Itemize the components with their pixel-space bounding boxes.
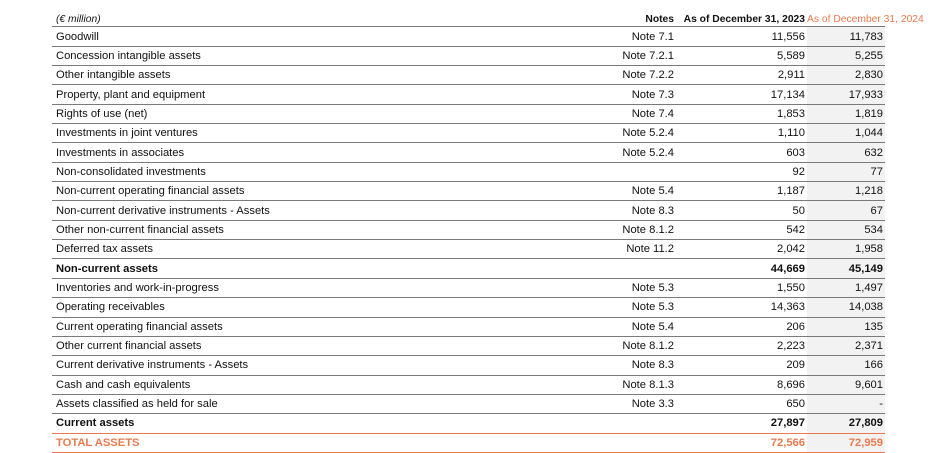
row-note: Note 8.1.3 bbox=[510, 375, 676, 394]
row-note: Note 5.4 bbox=[510, 182, 676, 201]
row-note: Note 8.1.2 bbox=[510, 336, 676, 355]
row-note: Note 11.2 bbox=[510, 240, 676, 259]
row-value-2024: 67 bbox=[807, 201, 885, 220]
row-value-2024: 166 bbox=[807, 356, 885, 375]
row-note bbox=[510, 162, 676, 181]
table-row bbox=[52, 162, 885, 181]
table-row bbox=[52, 278, 885, 297]
row-value-2023: 17,134 bbox=[676, 85, 807, 104]
row-note: Note 8.3 bbox=[510, 201, 676, 220]
row-note: Note 7.1 bbox=[510, 27, 676, 46]
table-row bbox=[52, 375, 885, 394]
table-row bbox=[52, 143, 885, 162]
table-row bbox=[52, 46, 885, 65]
row-value-2023: 27,897 bbox=[676, 414, 807, 433]
row-value-2023: 542 bbox=[676, 220, 807, 239]
row-value-2024: - bbox=[807, 394, 885, 413]
row-value-2023: 92 bbox=[676, 162, 807, 181]
row-note bbox=[510, 433, 676, 452]
col-2024-header: As of December 31, 2024 bbox=[807, 14, 924, 26]
row-label: Non-current operating financial assets bbox=[52, 182, 510, 201]
row-value-2024: 17,933 bbox=[807, 85, 885, 104]
table-row bbox=[52, 356, 885, 375]
header-row bbox=[52, 7, 885, 27]
row-value-2024: 1,497 bbox=[807, 278, 885, 297]
row-note: Note 3.3 bbox=[510, 394, 676, 413]
row-value-2024: 1,958 bbox=[807, 240, 885, 259]
row-label: Concession intangible assets bbox=[52, 46, 510, 65]
table-body bbox=[52, 27, 885, 453]
row-value-2023: 603 bbox=[676, 143, 807, 162]
row-value-2024: 5,255 bbox=[807, 46, 885, 65]
row-label: Rights of use (net) bbox=[52, 104, 510, 123]
assets-table bbox=[52, 7, 924, 453]
row-note: Note 5.3 bbox=[510, 298, 676, 317]
row-note bbox=[510, 259, 676, 278]
row-value-2023: 11,556 bbox=[676, 27, 807, 46]
table-row bbox=[52, 394, 885, 413]
row-label: Current assets bbox=[52, 414, 510, 433]
col-2023-header: As of December 31, 2023 bbox=[683, 14, 805, 26]
table-row bbox=[52, 240, 885, 259]
table-row bbox=[52, 336, 885, 355]
table-row bbox=[52, 220, 885, 239]
table-row bbox=[52, 298, 885, 317]
row-value-2024: 1,819 bbox=[807, 104, 885, 123]
row-label: Non-current assets bbox=[52, 259, 510, 278]
row-value-2023: 650 bbox=[676, 394, 807, 413]
row-value-2024: 1,218 bbox=[807, 182, 885, 201]
row-label: Investments in associates bbox=[52, 143, 510, 162]
row-value-2024: 45,149 bbox=[807, 259, 885, 278]
row-note: Note 7.2.2 bbox=[510, 66, 676, 85]
table-row bbox=[52, 124, 885, 143]
table-row bbox=[52, 104, 885, 123]
row-note: Note 5.2.4 bbox=[510, 143, 676, 162]
table-row bbox=[52, 27, 885, 46]
row-value-2023: 209 bbox=[676, 356, 807, 375]
row-value-2024: 534 bbox=[807, 220, 885, 239]
row-label: Other intangible assets bbox=[52, 66, 510, 85]
row-value-2024: 11,783 bbox=[807, 27, 885, 46]
row-value-2024: 2,830 bbox=[807, 66, 885, 85]
row-note bbox=[510, 414, 676, 433]
total-row bbox=[52, 433, 885, 452]
row-note: Note 8.1.2 bbox=[510, 220, 676, 239]
row-value-2023: 2,223 bbox=[676, 336, 807, 355]
row-label: Investments in joint ventures bbox=[52, 124, 510, 143]
row-label: TOTAL ASSETS bbox=[52, 433, 510, 452]
row-value-2023: 1,187 bbox=[676, 182, 807, 201]
row-label: Non-current derivative instruments - Assets bbox=[52, 201, 510, 220]
table-row bbox=[52, 317, 885, 336]
row-value-2023: 1,110 bbox=[676, 124, 807, 143]
row-value-2023: 8,696 bbox=[676, 375, 807, 394]
row-value-2023: 2,042 bbox=[676, 240, 807, 259]
row-label: Current derivative instruments - Assets bbox=[52, 356, 510, 375]
row-label: Property, plant and equipment bbox=[52, 85, 510, 104]
table-row bbox=[52, 201, 885, 220]
row-value-2024: 14,038 bbox=[807, 298, 885, 317]
row-note: Note 7.4 bbox=[510, 104, 676, 123]
table-row bbox=[52, 182, 885, 201]
row-value-2024: 632 bbox=[807, 143, 885, 162]
row-value-2023: 5,589 bbox=[676, 46, 807, 65]
unit-label: (€ million) bbox=[56, 14, 101, 26]
row-value-2024: 77 bbox=[807, 162, 885, 181]
row-value-2023: 50 bbox=[676, 201, 807, 220]
row-label: Assets classified as held for sale bbox=[52, 394, 510, 413]
row-note: Note 8.3 bbox=[510, 356, 676, 375]
row-value-2024: 27,809 bbox=[807, 414, 885, 433]
row-value-2023: 206 bbox=[676, 317, 807, 336]
row-value-2023: 44,669 bbox=[676, 259, 807, 278]
subtotal-row bbox=[52, 259, 885, 278]
row-note: Note 5.3 bbox=[510, 278, 676, 297]
notes-header: Notes bbox=[645, 14, 674, 26]
row-label: Other current financial assets bbox=[52, 336, 510, 355]
row-label: Cash and cash equivalents bbox=[52, 375, 510, 394]
table-row bbox=[52, 85, 885, 104]
row-value-2023: 14,363 bbox=[676, 298, 807, 317]
row-label: Deferred tax assets bbox=[52, 240, 510, 259]
row-value-2023: 2,911 bbox=[676, 66, 807, 85]
row-value-2023: 1,853 bbox=[676, 104, 807, 123]
row-label: Non-consolidated investments bbox=[52, 162, 510, 181]
row-note: Note 7.2.1 bbox=[510, 46, 676, 65]
subtotal-row bbox=[52, 414, 885, 433]
row-label: Current operating financial assets bbox=[52, 317, 510, 336]
row-label: Inventories and work-in-progress bbox=[52, 278, 510, 297]
row-label: Goodwill bbox=[52, 27, 510, 46]
row-label: Operating receivables bbox=[52, 298, 510, 317]
row-note: Note 7.3 bbox=[510, 85, 676, 104]
row-value-2024: 2,371 bbox=[807, 336, 885, 355]
row-value-2024: 135 bbox=[807, 317, 885, 336]
row-value-2024: 1,044 bbox=[807, 124, 885, 143]
row-label: Other non-current financial assets bbox=[52, 220, 510, 239]
row-value-2023: 72,566 bbox=[676, 433, 807, 452]
row-value-2023: 1,550 bbox=[676, 278, 807, 297]
row-value-2024: 72,959 bbox=[807, 433, 885, 452]
row-note: Note 5.2.4 bbox=[510, 124, 676, 143]
row-value-2024: 9,601 bbox=[807, 375, 885, 394]
row-note: Note 5.4 bbox=[510, 317, 676, 336]
table-row bbox=[52, 66, 885, 85]
